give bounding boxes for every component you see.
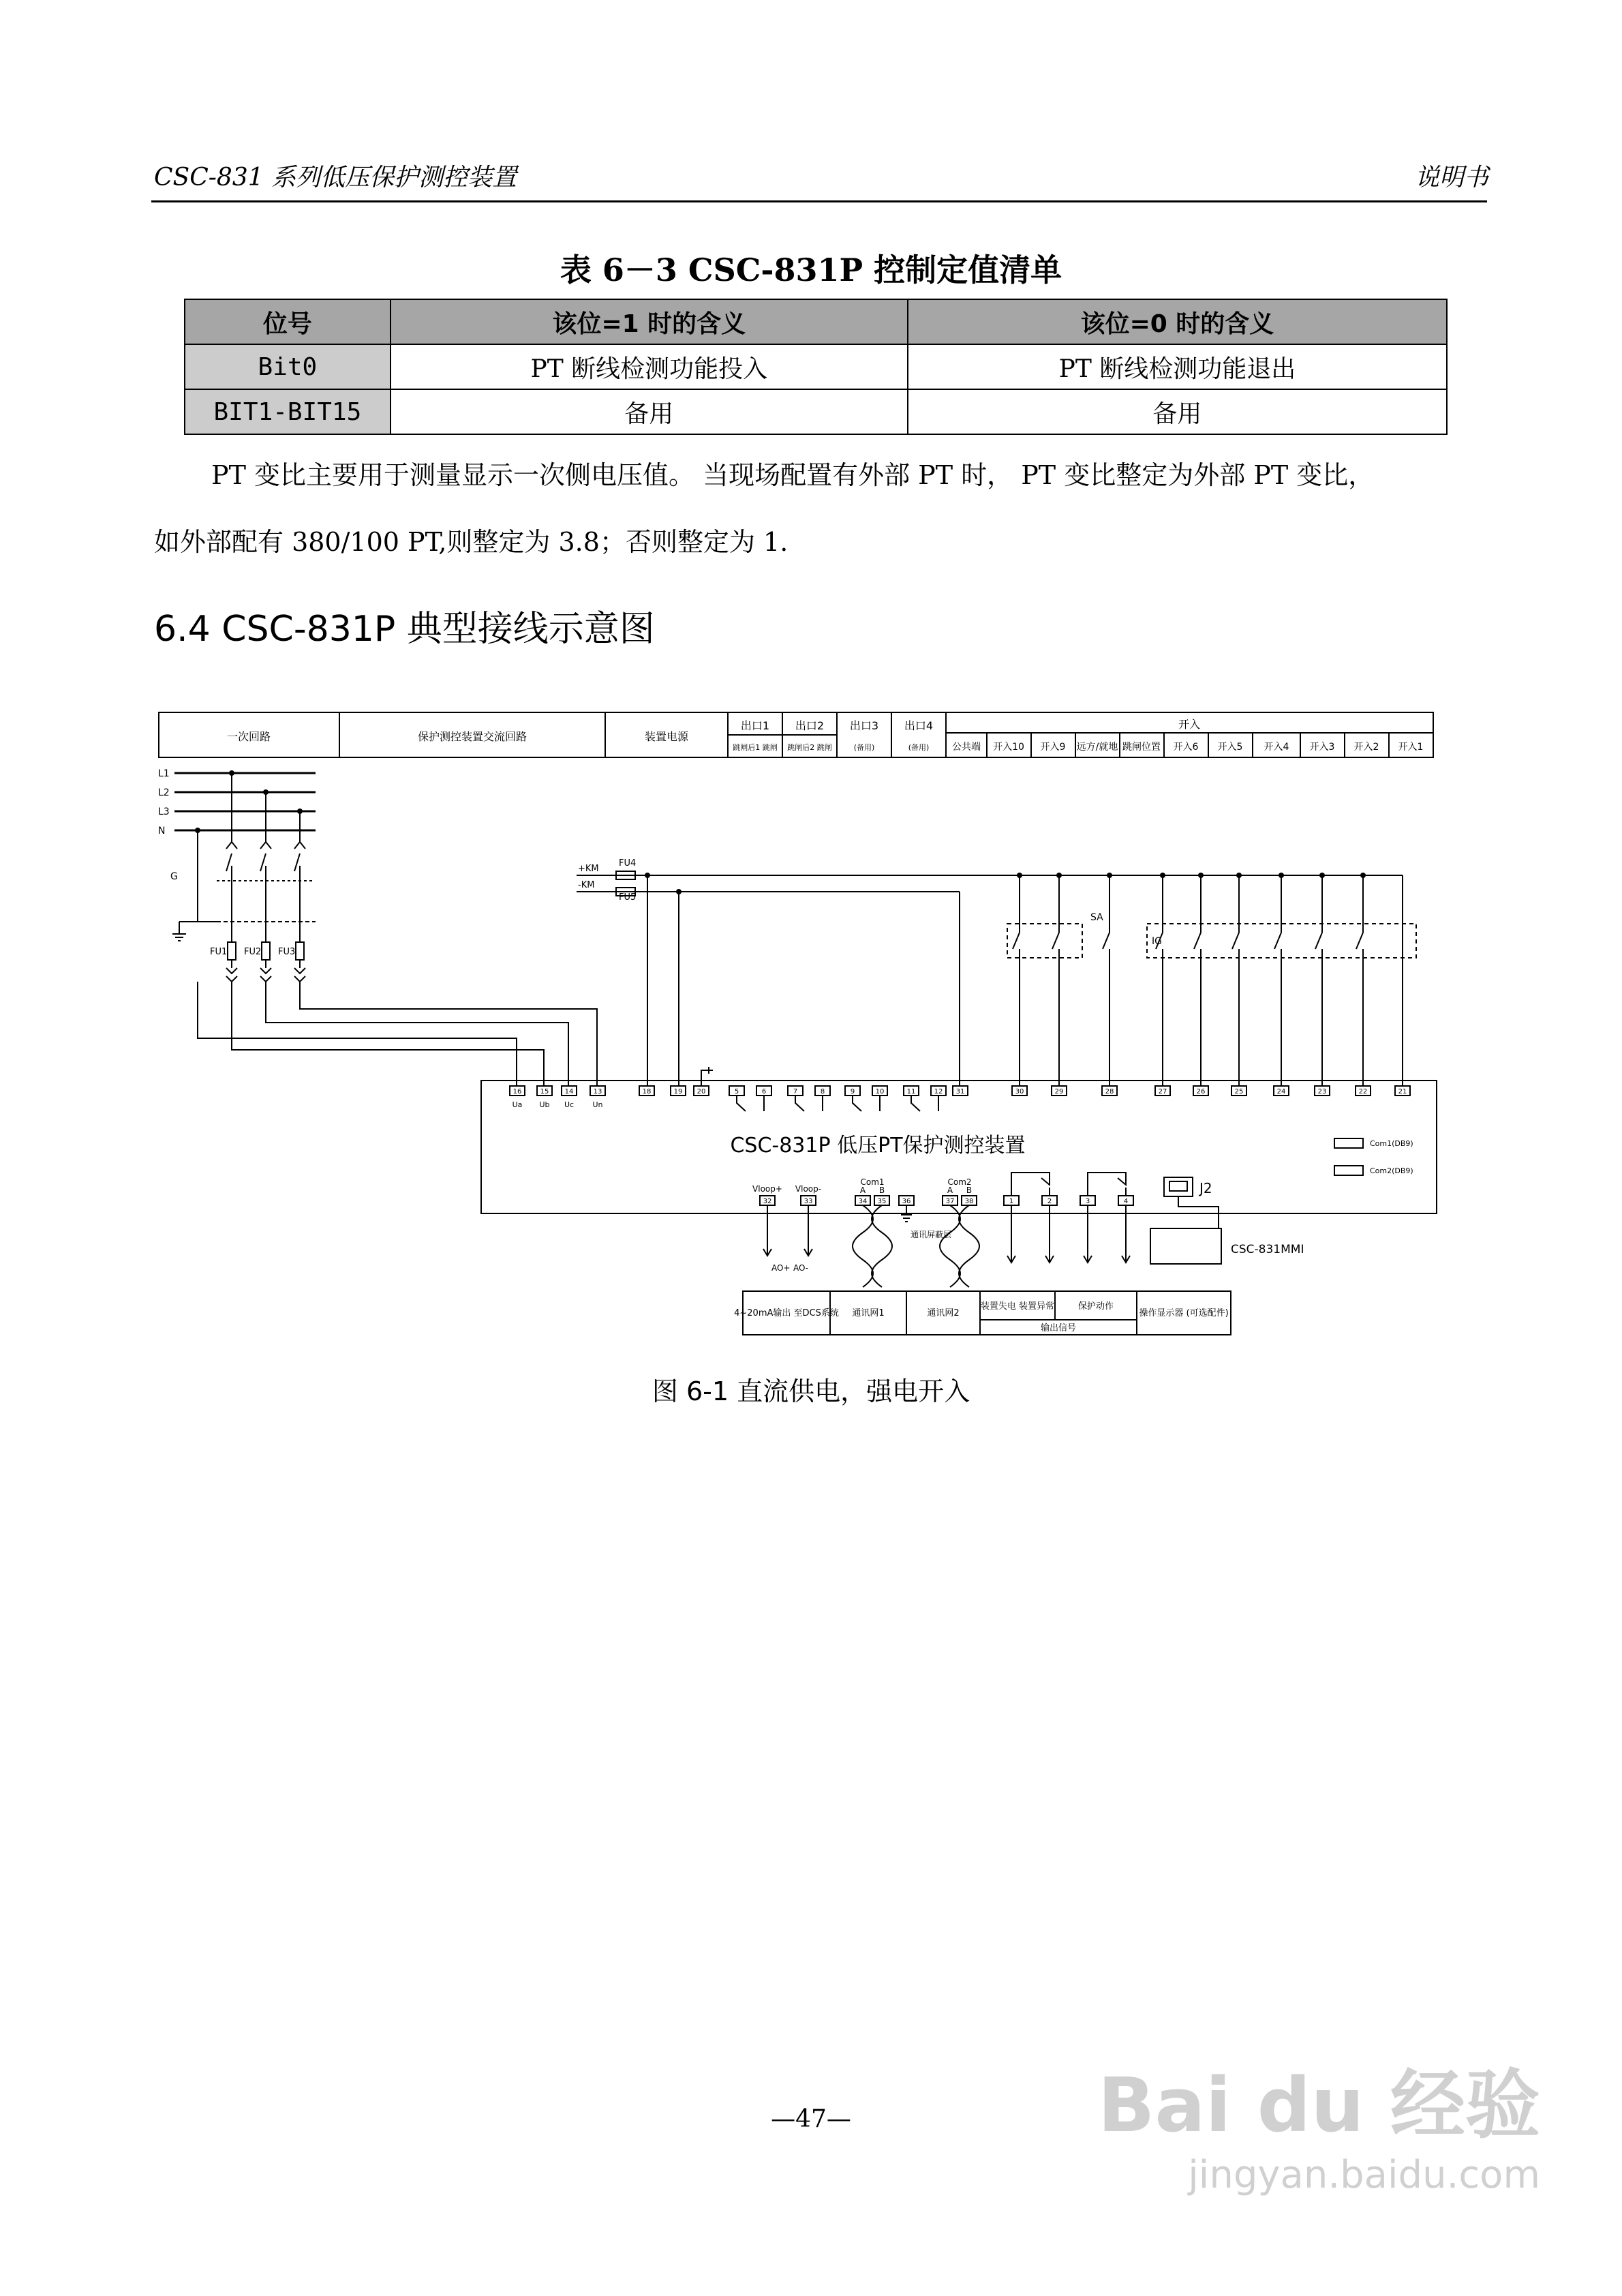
terminal-25: 25 — [1234, 1088, 1244, 1096]
ig-label: IG — [1152, 936, 1162, 947]
fuse-label-fu2: FU2 — [244, 947, 262, 957]
terminal-36: 36 — [902, 1198, 911, 1205]
bus-label-l2: L2 — [158, 787, 170, 798]
terminal-30: 30 — [1015, 1088, 1024, 1096]
box-power-loss-fault: 装置失电 装置异常 — [980, 1301, 1055, 1312]
terminal-35: 35 — [877, 1198, 887, 1205]
sa-switch-label: SA — [1090, 912, 1103, 923]
box-4-20ma-dcs: 4~20mA输出 至DCS系统 — [734, 1308, 839, 1318]
terminal-28: 28 — [1105, 1088, 1114, 1096]
box-operator-display: 操作显示器 (可选配件) — [1139, 1308, 1229, 1318]
dc-negative-label: -KM — [578, 880, 595, 890]
input-label-common: 公共端 — [952, 742, 981, 753]
terminal-19: 19 — [673, 1088, 683, 1096]
terminal-27: 27 — [1158, 1088, 1167, 1096]
terminal-2: 2 — [1047, 1198, 1052, 1205]
input-label-9: 开入9 — [1040, 742, 1066, 753]
section-title: 6.4 CSC-831P 典型接线示意图 — [154, 609, 655, 650]
box-comm-net-1: 通讯网1 — [852, 1308, 885, 1318]
bus-label-l1: L1 — [158, 768, 170, 779]
terminal-1: 1 — [1009, 1198, 1014, 1205]
terminal-9: 9 — [850, 1088, 855, 1096]
ao-minus-label: AO- — [793, 1263, 809, 1273]
terminal-15: 15 — [540, 1088, 549, 1096]
pt-secondary-wires — [198, 842, 597, 1086]
voltage-label-ub: Ub — [539, 1100, 550, 1109]
j2-label: J2 — [1199, 1180, 1212, 1196]
terminal-32: 32 — [763, 1198, 772, 1205]
input-label-6: 开入6 — [1173, 742, 1199, 753]
outlet-4-desc: (备用) — [908, 743, 930, 752]
com2-db9-label: Com2(DB9) — [1370, 1166, 1413, 1175]
table-row — [185, 344, 1447, 389]
fuse-label-fu4: FU4 — [619, 858, 637, 868]
terminal-14: 14 — [564, 1088, 574, 1096]
input-label-remote-local: 远方/就地 — [1076, 742, 1118, 753]
terminal-33: 33 — [804, 1198, 813, 1205]
input-label-3: 开入3 — [1309, 742, 1335, 753]
com1-b-label: B — [878, 1185, 885, 1195]
terminal-8: 8 — [820, 1088, 825, 1096]
terminal-37: 37 — [945, 1198, 955, 1205]
column-header: 该位=1 时的含义 — [391, 299, 908, 344]
input-label-2: 开入2 — [1353, 742, 1379, 753]
meaning-on-cell: 备用 — [391, 389, 908, 434]
terminal-38: 38 — [964, 1198, 974, 1205]
bus-junction-dots — [195, 770, 303, 833]
mmi-display-icon — [1150, 1228, 1221, 1264]
input-label-10: 开入10 — [993, 742, 1024, 753]
input-label-1: 开入1 — [1398, 742, 1424, 753]
bit-cell: BIT1-BIT15 — [185, 389, 391, 434]
fuse-label-fu3: FU3 — [278, 947, 296, 957]
terminal-4: 4 — [1123, 1198, 1129, 1205]
terminal-3: 3 — [1085, 1198, 1090, 1205]
voltage-label-un: Un — [592, 1100, 603, 1109]
bus-label-n: N — [158, 826, 166, 836]
voltage-label-ua: Ua — [512, 1100, 523, 1109]
watermark-brand: Bai du 经验 — [1097, 2061, 1540, 2149]
voltage-label-uc: Uc — [564, 1100, 575, 1109]
bit-cell: Bit0 — [185, 344, 391, 389]
ground-icon — [172, 922, 217, 941]
header-outlet-3: 出口3 — [849, 719, 879, 732]
header-outlet-2: 出口2 — [795, 719, 825, 732]
ao-plus-label: AO+ — [771, 1263, 791, 1273]
com1-db9-label: Com1(DB9) — [1370, 1139, 1413, 1148]
terminal-6: 6 — [761, 1088, 767, 1096]
table-row — [185, 389, 1447, 434]
header-outlet-1: 出口1 — [740, 719, 770, 732]
outlet-2-desc: 跳闸后2 跳闸 — [787, 743, 832, 752]
terminal-11: 11 — [906, 1088, 916, 1096]
table-title: 表 6－3 CSC-831P 控制定值清单 — [560, 252, 1062, 288]
terminal-34: 34 — [858, 1198, 868, 1205]
terminal-13: 13 — [593, 1088, 602, 1096]
header-doc-title: CSC-831 系列低压保护测控装置 — [154, 164, 517, 192]
terminal-7: 7 — [793, 1088, 798, 1096]
paragraph-line-2: 如外部配有 380/100 PT,则整定为 3.8；否则整定为 1. — [154, 527, 789, 557]
terminal-5: 5 — [734, 1088, 739, 1096]
twisted-pair-cables — [853, 1205, 979, 1287]
header-primary-circuit: 一次回路 — [226, 730, 271, 743]
com1-label: Com1 — [860, 1177, 885, 1187]
watermark-url: jingyan.baidu.com — [1188, 2153, 1540, 2197]
meaning-on-cell: PT 断线检测功能投入 — [391, 344, 908, 389]
header-ac-circuit: 保护测控装置交流回路 — [417, 730, 527, 743]
terminal-18: 18 — [642, 1088, 652, 1096]
input-label-4: 开入4 — [1264, 742, 1289, 753]
signal-relay-contacts — [1011, 1173, 1126, 1196]
wiring-diagram — [155, 702, 1450, 1350]
meaning-off-cell: PT 断线检测功能退出 — [908, 344, 1447, 389]
terminal-24: 24 — [1276, 1088, 1286, 1096]
com1-a-label: A — [859, 1185, 866, 1195]
terminal-31: 31 — [955, 1088, 965, 1096]
busbars — [174, 773, 316, 830]
baidu-jingyan-watermark — [1098, 2045, 1540, 2197]
vloop-plus-label: Vloop+ — [752, 1184, 782, 1194]
comm-shield-label: 通讯屏蔽层 — [911, 1230, 952, 1239]
com2-b-label: B — [966, 1185, 973, 1195]
header-inputs: 开入 — [1178, 718, 1201, 731]
outlet-1-desc: 跳闸后1 跳闸 — [733, 743, 778, 752]
fuse-label-fu5: FU5 — [619, 892, 637, 903]
dc-supply-bus — [577, 871, 1403, 1086]
terminal-22: 22 — [1358, 1088, 1368, 1096]
com-port-icons — [1334, 1138, 1363, 1175]
control-settings-table — [184, 299, 1448, 435]
com2-a-label: A — [947, 1185, 953, 1195]
input-label-5: 开入5 — [1217, 742, 1243, 753]
dc-positive-label: +KM — [578, 864, 599, 874]
input-contacts — [1007, 875, 1416, 1086]
table-header-row — [185, 299, 1447, 344]
box-output-signal: 输出信号 — [1040, 1323, 1077, 1333]
column-header: 位号 — [185, 299, 391, 344]
phase-drop-wires — [198, 773, 316, 922]
terminal-10: 10 — [875, 1088, 885, 1096]
figure-caption: 图 6-1 直流供电，强电开入 — [652, 1376, 970, 1406]
input-label-trip-position: 跳闸位置 — [1122, 742, 1161, 753]
meaning-off-cell: 备用 — [908, 389, 1447, 434]
column-header: 该位=0 时的含义 — [908, 299, 1447, 344]
terminal-21: 21 — [1398, 1088, 1407, 1096]
bus-label-l3: L3 — [158, 806, 170, 817]
terminal-23: 23 — [1317, 1088, 1327, 1096]
com2-label: Com2 — [947, 1177, 972, 1187]
outlet-3-desc: (备用) — [853, 743, 875, 752]
vloop-minus-label: Vloop- — [795, 1184, 822, 1194]
terminal-20: 20 — [697, 1088, 706, 1096]
g-switch-label: G — [170, 871, 178, 882]
header-power-supply: 装置电源 — [644, 730, 689, 743]
terminal-26: 26 — [1196, 1088, 1206, 1096]
header-rule — [151, 200, 1487, 202]
box-protection-trip: 保护动作 — [1077, 1301, 1114, 1312]
device-title: CSC-831P 低压PT保护测控装置 — [730, 1134, 1026, 1158]
header-manual-label: 说明书 — [1414, 164, 1488, 192]
terminal-16: 16 — [512, 1088, 522, 1096]
paragraph-line-1: PT 变比主要用于测量显示一次侧电压值。 当现场配置有外部 PT 时， PT 变比整定为外部 PT 变比， — [211, 460, 1375, 490]
box-comm-net-2: 通讯网2 — [927, 1308, 960, 1318]
terminal-12: 12 — [934, 1088, 943, 1096]
fuse-label-fu1: FU1 — [210, 947, 228, 957]
terminal-29: 29 — [1054, 1088, 1064, 1096]
mmi-label: CSC-831MMI — [1231, 1243, 1304, 1256]
header-outlet-4: 出口4 — [904, 719, 934, 732]
page-number: —47— — [771, 2105, 851, 2133]
